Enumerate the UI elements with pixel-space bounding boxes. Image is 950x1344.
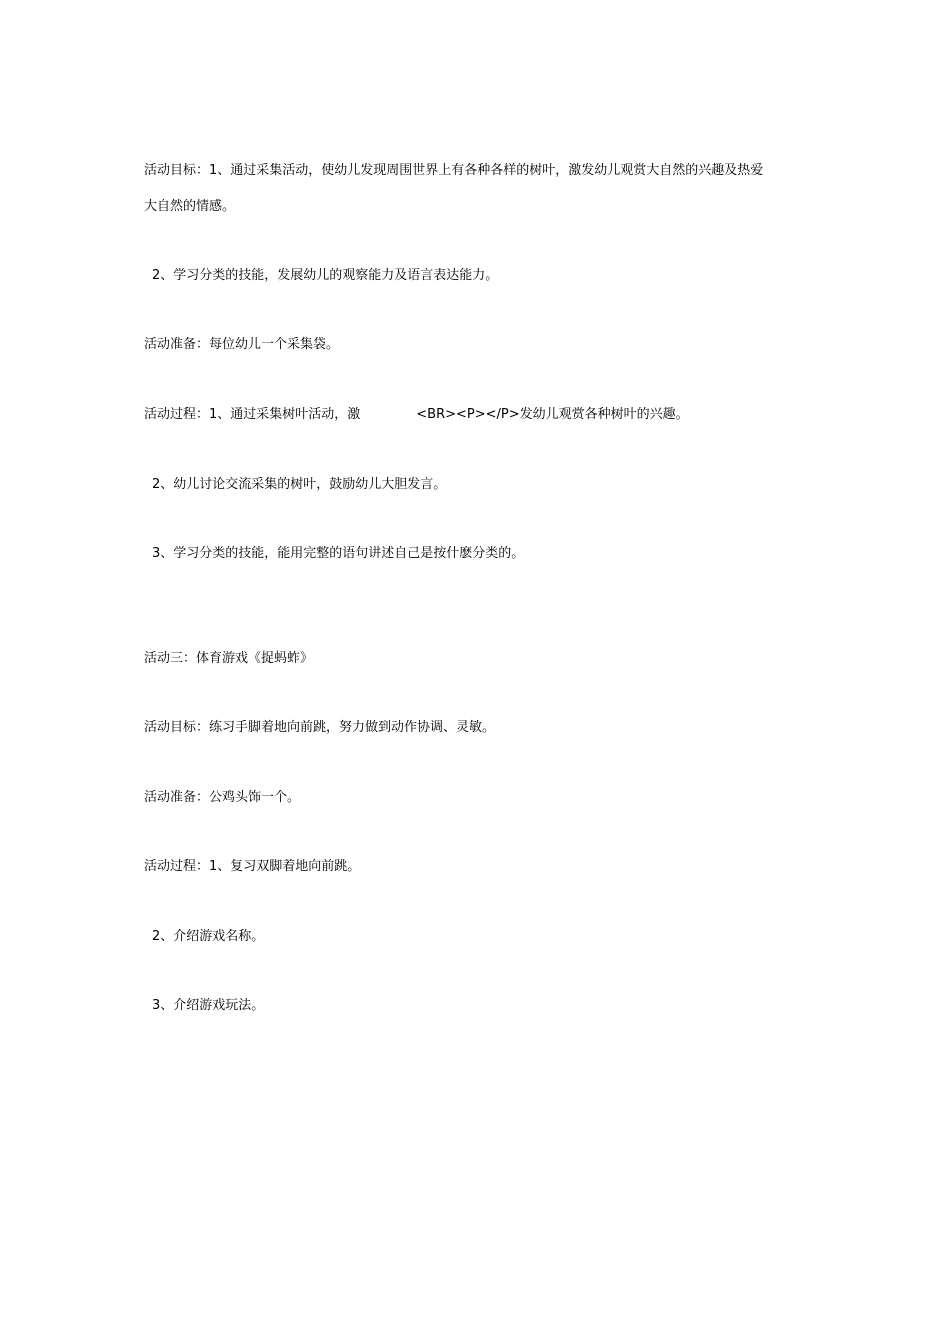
activity-three-preparation: 活动准备：公鸡头饰一个。: [144, 790, 301, 805]
activity-process-text-part-1: 活动过程：1、通过采集树叶活动，激: [144, 407, 361, 422]
activity-goal-item-2: 2、学习分类的技能，发展幼儿的观察能力及语言表达能力。: [152, 268, 499, 283]
activity-goal-line-2: 大自然的情感。: [144, 199, 236, 214]
activity-three-process-item-1: 活动过程：1、复习双脚着地向前跳。: [144, 859, 361, 874]
activity-process-text-part-2: <BR><P></P>发幼儿观赏各种树叶的兴趣。: [416, 407, 689, 422]
activity-process-item-3: 3、学习分类的技能，能用完整的语句讲述自己是按什麽分类的。: [152, 546, 525, 561]
activity-process-item-1: [144, 406, 689, 424]
activity-three-title: 活动三：体育游戏《捉蚂蚱》: [144, 651, 314, 666]
activity-three-goal: 活动目标：练习手脚着地向前跳，努力做到动作协调、灵敏。: [144, 720, 496, 735]
activity-three-process-item-3: 3、介绍游戏玩法。: [152, 998, 265, 1013]
activity-goal-line-1: 活动目标：1、通过采集活动，使幼儿发现周围世界上有各种各样的树叶，激发幼儿观赏大自然的兴趣及热爱: [144, 163, 764, 178]
activity-three-process-item-2: 2、介绍游戏名称。: [152, 929, 265, 944]
activity-preparation: 活动准备：每位幼儿一个采集袋。: [144, 337, 340, 352]
activity-process-item-2: 2、幼儿讨论交流采集的树叶，鼓励幼儿大胆发言。: [152, 477, 447, 492]
